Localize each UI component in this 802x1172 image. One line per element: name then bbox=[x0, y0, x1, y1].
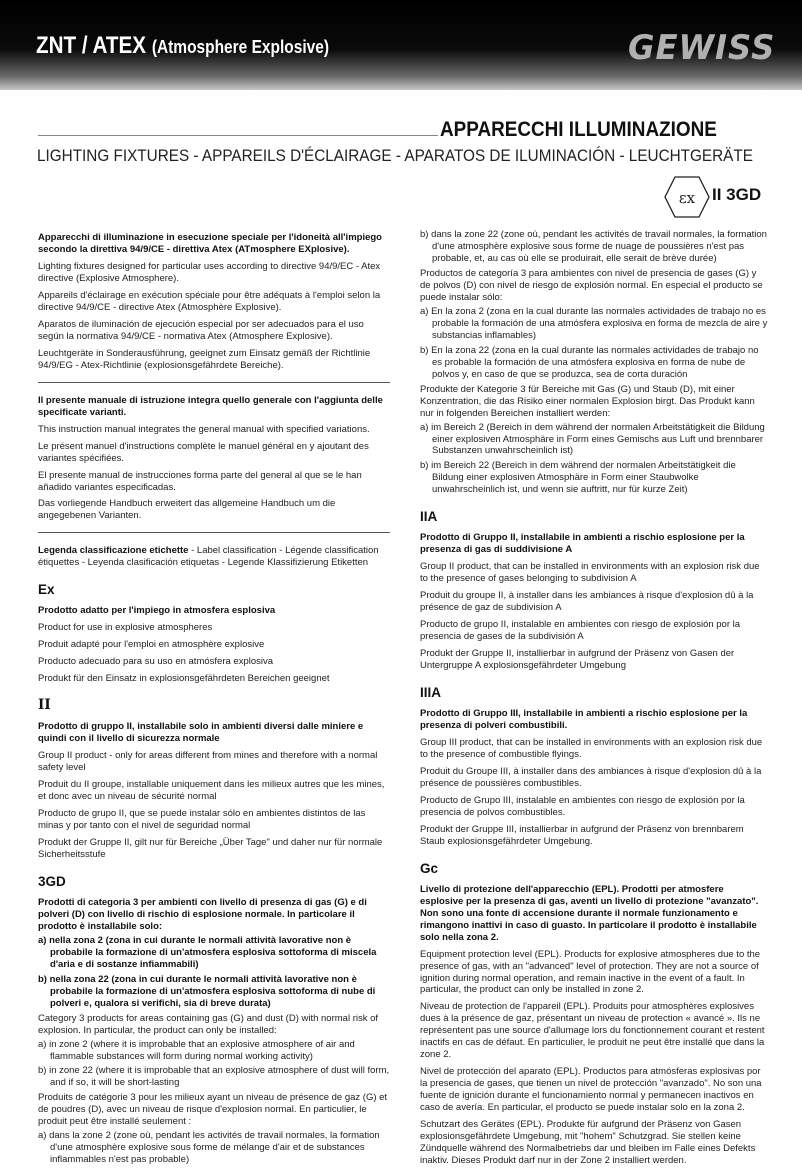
iiia-fr: Produit du Groupe III, à installer dans des ambiances à risque d'explosion dû à la présence de poussières combustibles. bbox=[420, 765, 762, 789]
gd-fr-item: b) dans la zone 22 (zone où, pendant les activités de travail normales, la formation d'une atmosphère explosive sous forme de nuage de poussières n'est pas probable, et, au cas où elle se produirait, elle serait de brève durée) bbox=[420, 229, 767, 264]
gc-de: Schutzart des Gerätes (EPL). Produkte für aufgrund der Präsenz von Gasen explosionsgefährdete Umgebung, mit "hohem" Schutzgrad. Sie stellen keine Zündquelle während des Normalbetriebs dar und bleiben im Falle eines Defekts inaktiv. Dieses Produkt darf nur in der Zone 2 installiert werden. bbox=[420, 1119, 756, 1167]
ii-es: Producto de grupo II, que se puede instalar sólo en ambientes distintos de las minas y por tanto con el nivel de seguridad normal bbox=[38, 808, 366, 831]
gc-bold: Livello di protezione dell'apparecchio (EPL). Prodotti per atmosfere esplosive per la presenza di gas, aventi un livello di protezione "avanzato". Non sono una fonte di accensione durante il normale funzionamento e rimangono inattivi in caso di guasto. In particolare il prodotto è installabile solo nella zona 2. bbox=[420, 883, 759, 943]
gd-de-item: a) im Bereich 2 (Bereich in dem während der normalen Arbeitstätigkeit die Bildung einer explosiven Atmosphäre in Form eines Gemischs aus Luft und brennbarer Substanzen unwahrscheinlich ist) bbox=[420, 421, 765, 457]
ii-bold: Prodotto di gruppo II, installabile solo in ambienti diversi dalle miniere e quindi con il livello di sicurezza normale bbox=[38, 721, 364, 745]
gewiss-logo: GEWISS bbox=[628, 28, 776, 68]
iia-de: Produkt der Gruppe II, installierbar in aufgrund der Präsenz von Gasen der Untergruppe A explosionsgefährdeter Umgebung bbox=[420, 648, 735, 672]
legend-bold: Legenda classificazione etichette bbox=[38, 545, 189, 557]
iia-en: Group II product, that can be installed in environments with an explosion risk due to the presence of gases belonging to subdivision A bbox=[420, 561, 760, 585]
gd-en-item: a) in zone 2 (where it is improbable that an explosive atmosphere of air and flammable substances will form during normal working activity) bbox=[38, 1038, 355, 1062]
manual-es: El presente manual de instrucciones forma parte del general al que se le han añadido variantes especificadas. bbox=[38, 469, 362, 493]
intro-de: Leuchtgeräte in Sonderausführung, geeignet zum Einsatz gemäß der Richtlinie 94/9/EG - Atex-Richtlinie (explosionsgefährdete Bereiche). bbox=[38, 347, 371, 371]
ex-bold: Prodotto adatto per l'impiego in atmosfera esplosiva bbox=[38, 605, 276, 617]
manual-fr: Le présent manuel d'instructions complète le manuel général en y ajoutant des variantes spécifiées. bbox=[38, 440, 369, 464]
ex-es: Producto adecuado para su uso en atmósfera explosiva bbox=[38, 656, 274, 668]
gc-fr: Niveau de protection de l'appareil (EPL). Produits pour atmosphères explosives dues à la présence de gaz, présentant un niveau de protection « avancé ». Ils ne représentent pas une source d'allumage lors du fonctionnement courant et restent inactifs en cas de défaut. En particulier, le produit ne peut être installé que dans la zone 2. bbox=[420, 1001, 765, 1061]
gd-en-item: b) in zone 22 (where it is improbable that an explosive atmosphere of dust will form, and if so, it will be short-lasting bbox=[38, 1065, 390, 1089]
legend-rest: - Label classification - Légende classification étiquettes - Leyenda clasificación etiquetas - Legende Klassifizierung Etiketten bbox=[38, 545, 379, 569]
iiia-es: Producto de Grupo III, instalable en ambientes con riesgo de explosión por la presencia de polvos combustibles. bbox=[420, 794, 745, 818]
page-title: APPARECCHI ILLUMINAZIONE bbox=[440, 118, 717, 141]
gd-es-item: a) En la zona 2 (zona en la cual durante las normales actividades de trabajo no es probable la formación de una atmósfera explosiva en forma de mezcla de aire y substancias inflamables) bbox=[420, 305, 768, 341]
section-heading-iia: IIA bbox=[420, 509, 438, 525]
gc-es: Nivel de protección del aparato (EPL). Productos para atmósferas explosivas por la presencia de gases, que tienen un nivel de protección "avanzado". No son una fuente de ignición durante el funcionamiento normal y permanecen inactivos en caso de avería. En particular, el producto se puede instalar solo en la zona 2. bbox=[420, 1066, 762, 1114]
page-subtitle: LIGHTING FIXTURES - APPAREILS D'ÉCLAIRAGE - APARATOS DE ILUMINACIÓN - LEUCHTGERÄTE bbox=[37, 146, 753, 165]
left-column bbox=[38, 232, 390, 1169]
manual-en: This instruction manual integrates the general manual with specified variations. bbox=[38, 423, 370, 435]
gd-fr-item: a) dans la zone 2 (zone où, pendant les activités de travail normales, la formation d'une atmosphère explosive sous forme de mélange d'air et de substances inflammables n'est pas probable) bbox=[38, 1130, 380, 1166]
divider bbox=[38, 532, 390, 533]
gd-de-item: b) im Bereich 22 (Bereich in dem während der normalen Arbeitstätigkeit die Bildung einer explosiven Atmosphäre in Form einer Staubwolke unwahrscheinlich ist, und wenn sie auftritt, nur für kurze Zeit) bbox=[420, 460, 736, 496]
header-title-main: ZNT / ATEX bbox=[36, 32, 147, 59]
iia-bold: Prodotto di Gruppo II, installabile in ambienti a rischio esplosione per la presenza di gas di suddivisione A bbox=[420, 532, 745, 556]
gd-bold-item: b) nella zona 22 (zona in cui durante le normali attività lavorative non è probabile la formazione di un'atmosfera esplosiva sottoforma di nube di polveri e, qualora si verifichi, sia di breve durata) bbox=[38, 973, 376, 1009]
ex-de: Produkt für den Einsatz in explosionsgefährdeten Bereichen geeignet bbox=[38, 673, 330, 685]
ii-en: Group II product - only for areas different from mines and therefore with a normal safety level bbox=[38, 750, 378, 774]
divider bbox=[38, 382, 390, 383]
atex-symbol: εx bbox=[678, 189, 696, 207]
page-header-band bbox=[0, 0, 802, 90]
atex-hexagon-icon bbox=[663, 175, 711, 219]
section-heading-gc: Gc bbox=[420, 860, 439, 876]
iia-es: Producto de grupo II, instalable en ambientes con riesgo de explosión por la presencia de gases de la subdivisión A bbox=[420, 619, 741, 643]
header-title bbox=[36, 32, 329, 60]
ex-fr: Produit adapté pour l'emploi en atmosphère explosive bbox=[38, 639, 265, 651]
gd-bold-item: a) nella zona 2 (zona in cui durante le normali attività lavorative non è probabile la formazione di un'atmosfera esplosiva sottoforma di miscela d'aria e di sostanze infiammabili) bbox=[38, 934, 377, 970]
intro-en: Lighting fixtures designed for particular uses according to directive 94/9/EC - Atex directive (Explosive Atmosphere). bbox=[38, 260, 381, 284]
gd-de: Produkte der Kategorie 3 für Bereiche mit Gas (G) und Staub (D), mit einer Konzentration, die das Risiko einer normalen Explosion birgt. Das Produkt kann nur in folgenden Bereichen installiert werden: bbox=[420, 383, 755, 419]
gd-es-item: b) En la zona 22 (zona en la cual durante las normales actividades de trabajo no es probable la formación de una atmósfera explosiva en forma de nube de polvos y, en caso de que se produzca, sea de corta duración bbox=[420, 344, 759, 380]
legend-line bbox=[38, 545, 390, 569]
atex-code: II 3GD bbox=[712, 185, 762, 204]
section-heading-ii: II bbox=[38, 697, 51, 714]
ex-en: Product for use in explosive atmospheres bbox=[38, 622, 213, 634]
manual-de: Das vorliegende Handbuch erweitert das allgemeine Handbuch um die angegebenen Varianten. bbox=[38, 498, 336, 522]
title-rule bbox=[38, 135, 438, 136]
ii-de: Produkt der Gruppe II, gilt nur für Bereiche „Über Tage" und daher nur für normale Sicherheitsstufe bbox=[38, 836, 383, 860]
gd-bold: Prodotti di categoria 3 per ambienti con livello di presenza di gas (G) e di polveri (D) con livello di rischio di esplosione normale. In particolare il prodotto è installabile solo: bbox=[38, 896, 367, 932]
section-heading-ex: Ex bbox=[38, 582, 55, 598]
intro-fr: Appareils d'éclairage en exécution spéciale pour être adéquats à l'emploi selon la directive 94/9/CE - directive Atex (Atmosphère Explosive). bbox=[38, 289, 381, 313]
manual-bold: Il presente manuale di istruzione integra quello generale con l'aggiunta delle specificate varianti. bbox=[38, 394, 383, 418]
gc-en: Equipment protection level (EPL). Products for explosive atmospheres due to the presence of gas, with an "advanced" level of protection. They are not a source of ignition during normal operation, and remain inactive in the event of a fault. In particular, the product can only be installed in zone 2. bbox=[420, 948, 761, 996]
intro-bold: Apparecchi di illuminazione in esecuzione speciale per l'idoneità all'impiego secondo la direttiva 94/9/CE - direttiva Atex (ATmosphere EXplosive). bbox=[38, 232, 382, 255]
iiia-de: Produkt der Gruppe III, installierbar in aufgrund der Präsenz von brennbarem Staub explosionsgefährdeter Umgebung. bbox=[420, 823, 744, 847]
gd-fr: Produits de catégorie 3 pour les milieux ayant un niveau de présence de gaz (G) et de poudres (D), avec un niveau de risque d'explosion normal. En particulier, le produit peut être installé seulement : bbox=[38, 1092, 388, 1128]
gd-en: Category 3 products for areas containing gas (G) and dust (D) with normal risk of explosion. In particular, the product can only be installed: bbox=[38, 1012, 379, 1036]
section-heading-iiia: IIIA bbox=[420, 685, 442, 701]
intro-es: Aparatos de iluminación de ejecución especial por ser adecuados para el uso según la normativa 94/9/CE - normativa Atex (Atmosphere Explosive). bbox=[38, 318, 364, 342]
gd-es: Productos de categoría 3 para ambientes con nivel de presencia de gases (G) y de polvos (D) con nivel de riesgo de explosión normal. En especial el producto se puede instalar sólo: bbox=[420, 267, 763, 303]
ii-fr: Produit du II groupe, installable uniquement dans les milieux autres que les mines, et donc avec un niveau de sécurité normal bbox=[38, 779, 385, 803]
iiia-en: Group III product, that can be installed in environments with an explosion risk due to the presence of combustible flyings. bbox=[420, 736, 763, 760]
iiia-bold: Prodotto di Gruppo III, installabile in ambienti a rischio esplosione per la presenza di polveri combustibili. bbox=[420, 708, 748, 731]
iia-fr: Produit du groupe II, à installer dans les ambiances à risque d'explosion dû à la présence de gaz de subdivision A bbox=[420, 590, 754, 614]
right-column bbox=[420, 229, 768, 1172]
header-title-sub: (Atmosphere Explosive) bbox=[151, 37, 330, 57]
section-heading-3gd: 3GD bbox=[38, 873, 66, 889]
